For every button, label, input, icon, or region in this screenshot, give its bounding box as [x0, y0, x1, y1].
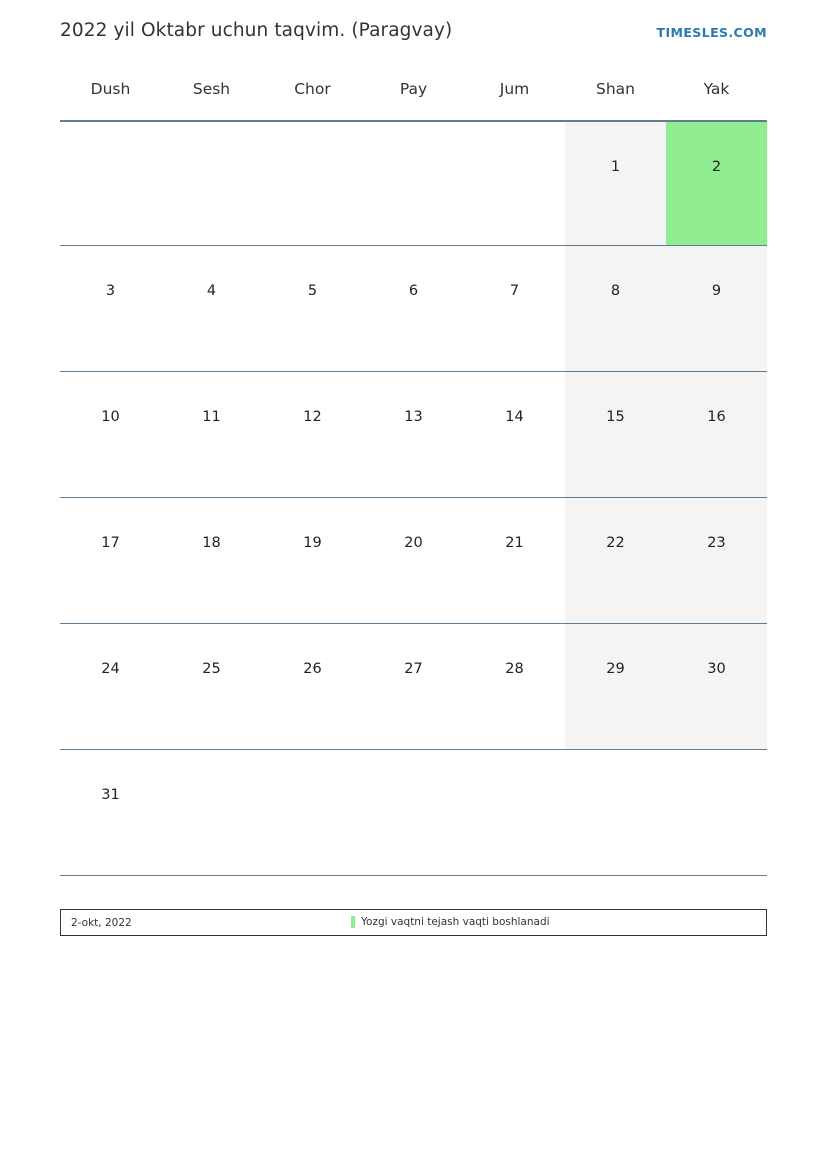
day-number: 10 — [101, 409, 120, 425]
day-cell[interactable] — [161, 498, 262, 624]
calendar-header-row — [60, 80, 767, 121]
day-cell[interactable] — [262, 624, 363, 750]
day-cell[interactable] — [262, 498, 363, 624]
weekday-header-yak: Yak — [703, 80, 730, 98]
day-number — [161, 750, 262, 788]
day-number — [464, 122, 565, 160]
day-number: 3 — [105, 283, 116, 299]
day-number: 18 — [202, 535, 221, 551]
day-number: 26 — [303, 661, 322, 677]
day-number — [60, 122, 161, 160]
day-number — [565, 750, 666, 788]
calendar-week-row — [60, 372, 767, 498]
page-title: 2022 yil Oktabr uchun taqvim. (Paragvay) — [60, 20, 453, 41]
calendar-week-row — [60, 246, 767, 372]
calendar-body — [60, 121, 767, 876]
brand-link[interactable]: TIMESLES.COM — [656, 25, 767, 40]
day-cell[interactable] — [565, 121, 666, 246]
weekday-header-sesh: Sesh — [192, 80, 231, 98]
day-cell — [161, 121, 262, 246]
day-number: 24 — [101, 661, 120, 677]
day-cell[interactable] — [60, 246, 161, 372]
day-number: 2 — [711, 159, 722, 175]
day-number: 7 — [509, 283, 520, 299]
legend-box — [60, 909, 767, 936]
day-cell[interactable] — [666, 498, 767, 624]
day-number — [363, 122, 464, 160]
day-cell — [363, 121, 464, 246]
day-cell[interactable] — [161, 624, 262, 750]
day-cell[interactable] — [464, 624, 565, 750]
day-cell[interactable] — [363, 498, 464, 624]
day-number: 25 — [202, 661, 221, 677]
day-number: 5 — [307, 283, 318, 299]
day-cell[interactable] — [565, 246, 666, 372]
day-cell — [565, 750, 666, 876]
calendar-grid — [60, 80, 767, 876]
day-cell[interactable] — [565, 498, 666, 624]
day-number: 28 — [505, 661, 524, 677]
day-cell[interactable] — [161, 372, 262, 498]
day-cell[interactable] — [666, 246, 767, 372]
day-number: 21 — [505, 535, 524, 551]
day-number: 12 — [303, 409, 322, 425]
day-number: 22 — [606, 535, 625, 551]
weekday-header-dush: Dush — [90, 80, 131, 98]
legend-event — [351, 916, 550, 928]
day-cell[interactable] — [60, 624, 161, 750]
day-number — [666, 750, 767, 788]
day-number: 31 — [101, 787, 120, 803]
day-number: 4 — [206, 283, 217, 299]
calendar-week-row — [60, 121, 767, 246]
weekday-header-jum: Jum — [499, 80, 530, 98]
day-cell[interactable] — [60, 750, 161, 876]
day-cell[interactable] — [60, 498, 161, 624]
day-cell — [262, 121, 363, 246]
day-number — [464, 750, 565, 788]
day-number: 30 — [707, 661, 726, 677]
day-cell — [666, 750, 767, 876]
day-cell — [161, 750, 262, 876]
calendar-week-row — [60, 750, 767, 876]
weekday-header-pay: Pay — [399, 80, 428, 98]
day-cell[interactable] — [666, 624, 767, 750]
day-cell[interactable] — [565, 372, 666, 498]
day-number: 8 — [610, 283, 621, 299]
day-cell[interactable] — [161, 246, 262, 372]
day-number: 17 — [101, 535, 120, 551]
day-number: 9 — [711, 283, 722, 299]
day-cell — [464, 750, 565, 876]
calendar-week-row — [60, 498, 767, 624]
day-cell[interactable] — [60, 372, 161, 498]
day-number: 15 — [606, 409, 625, 425]
day-number: 14 — [505, 409, 524, 425]
legend-date: 2-okt, 2022 — [71, 917, 132, 929]
day-cell[interactable] — [565, 624, 666, 750]
legend-event-text: Yozgi vaqtni tejash vaqti boshlanadi — [361, 916, 550, 928]
day-cell — [60, 121, 161, 246]
day-number: 16 — [707, 409, 726, 425]
day-number: 23 — [707, 535, 726, 551]
day-cell[interactable] — [666, 372, 767, 498]
day-number: 13 — [404, 409, 423, 425]
day-cell[interactable] — [464, 372, 565, 498]
day-number — [262, 750, 363, 788]
day-number: 11 — [202, 409, 221, 425]
legend-color-swatch-icon — [351, 916, 355, 928]
day-cell — [363, 750, 464, 876]
calendar-table — [60, 80, 767, 876]
day-number: 29 — [606, 661, 625, 677]
day-number: 20 — [404, 535, 423, 551]
day-cell[interactable] — [464, 498, 565, 624]
day-cell[interactable] — [262, 246, 363, 372]
day-cell — [464, 121, 565, 246]
day-number: 19 — [303, 535, 322, 551]
day-number: 6 — [408, 283, 419, 299]
day-number: 27 — [404, 661, 423, 677]
day-number — [363, 750, 464, 788]
day-cell-highlighted[interactable] — [666, 121, 767, 246]
day-cell[interactable] — [363, 624, 464, 750]
day-cell — [262, 750, 363, 876]
day-cell[interactable] — [262, 372, 363, 498]
day-cell[interactable] — [363, 372, 464, 498]
day-cell[interactable] — [464, 246, 565, 372]
weekday-header-shan: Shan — [596, 80, 635, 98]
day-number — [161, 122, 262, 160]
day-number — [262, 122, 363, 160]
page-header — [60, 20, 767, 50]
weekday-header-chor: Chor — [294, 80, 331, 98]
day-number: 1 — [610, 159, 621, 175]
day-cell[interactable] — [363, 246, 464, 372]
calendar-week-row — [60, 624, 767, 750]
